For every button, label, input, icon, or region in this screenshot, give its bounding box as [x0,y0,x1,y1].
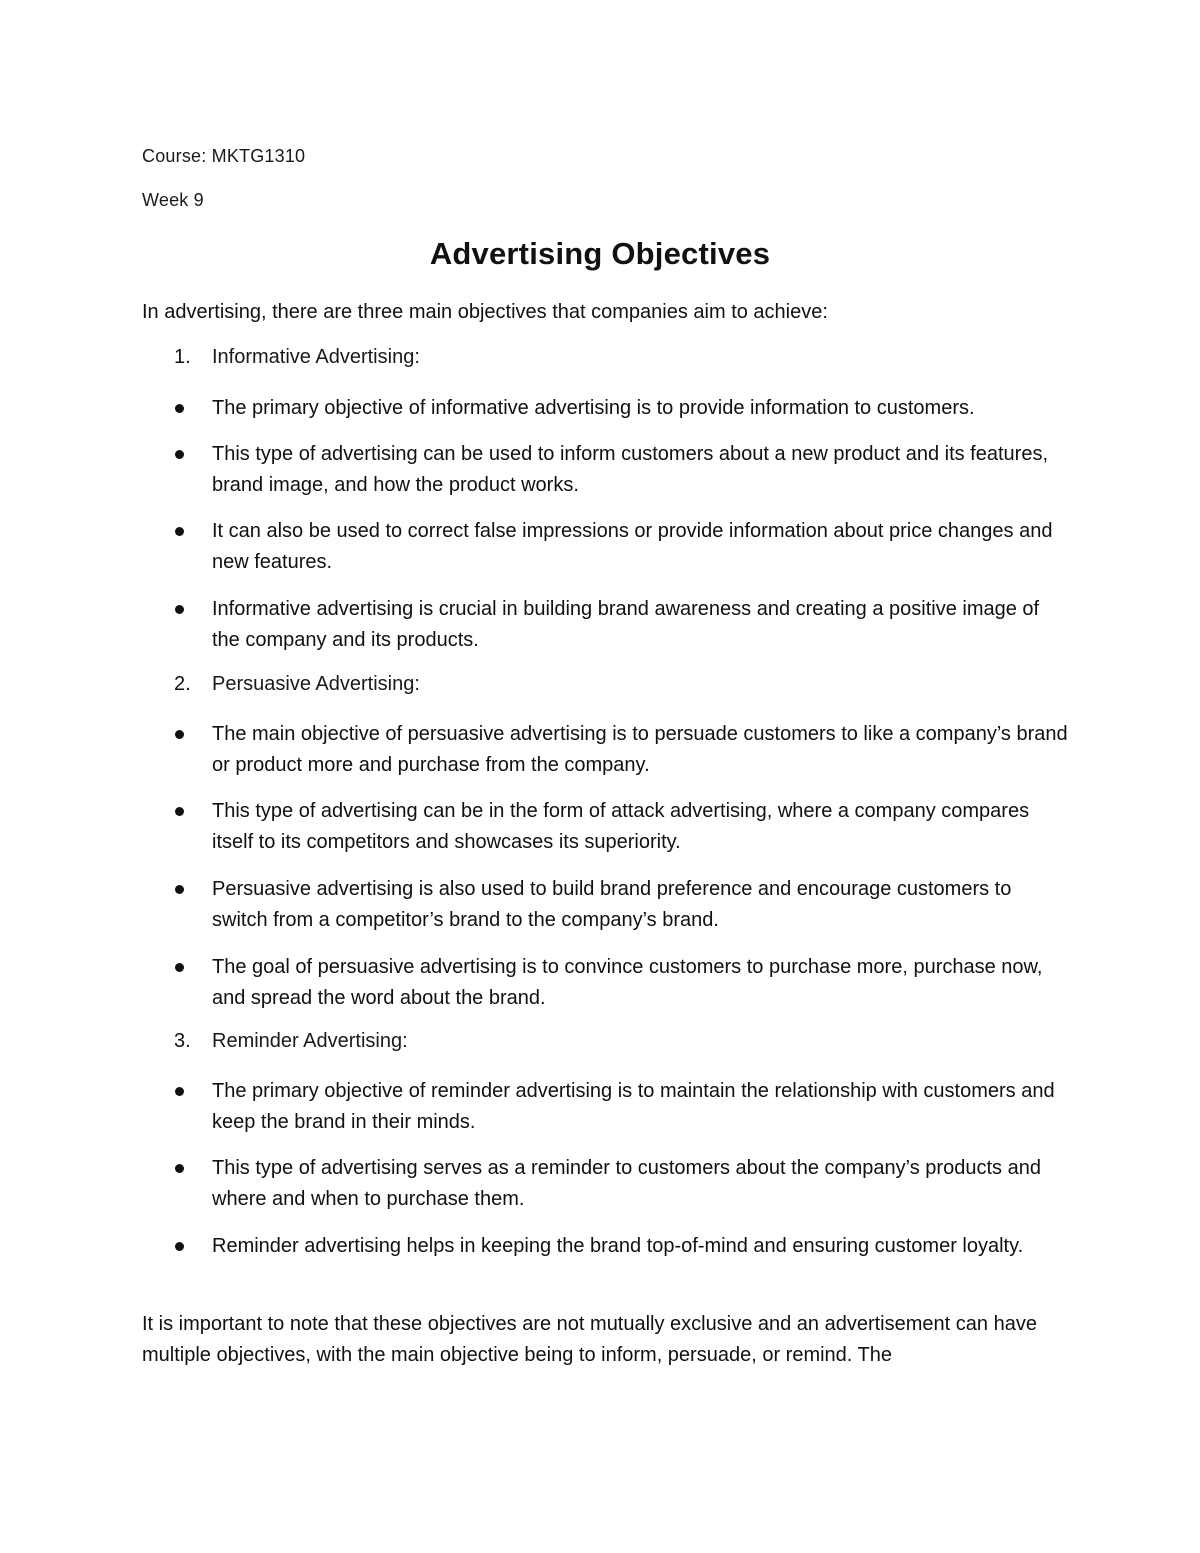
bullet-text: It can also be used to correct false impressions or provide information about price changes and new features. [212,520,1053,573]
course-line: Course: MKTG1310 [142,146,306,166]
section-number: 3. [174,1030,191,1052]
bullet-text: This type of advertising can be used to inform customers about a new product and its features, brand image, and how the product works. [212,443,1049,496]
section-number: 2. [174,673,191,695]
bullet-text: The main objective of persuasive advertising is to persuade customers to like a company’s brand or product more and purchase from the company. [212,723,1068,776]
bullet-text: Persuasive advertising is also used to build brand preference and encourage customers to switch from a competitor’s brand to the company’s brand. [212,878,1012,931]
bullet-icon [175,807,184,816]
bullet-icon [175,605,184,614]
bullet-icon [175,1242,184,1251]
section-heading: Persuasive Advertising: [212,673,420,695]
bullet-text: The primary objective of informative advertising is to provide information to customers. [212,397,975,419]
section-number: 1. [174,346,191,368]
bullet-icon [175,1164,184,1173]
week-line: Week 9 [142,190,204,210]
bullet-icon [175,1087,184,1096]
closing-paragraph: It is important to note that these objectives are not mutually exclusive and an advertisement can have multiple objectives, with the main objective being to inform, persuade, or remind. The [142,1313,1037,1366]
bullet-icon [175,730,184,739]
bullet-icon [175,404,184,413]
document-title: Advertising Objectives [429,236,771,271]
bullet-text: The primary objective of reminder advertising is to maintain the relationship with customers and keep the brand in their minds. [212,1080,1055,1133]
bullet-icon [175,450,184,459]
bullet-text: This type of advertising serves as a reminder to customers about the company’s products and where and when to purchase them. [212,1157,1041,1210]
bullet-text: Reminder advertising helps in keeping the brand top-of-mind and ensuring customer loyalty. [212,1235,1024,1257]
bullet-text: Informative advertising is crucial in building brand awareness and creating a positive image of the company and its products. [212,598,1040,651]
bullet-icon [175,963,184,972]
section-heading: Reminder Advertising: [212,1030,408,1052]
section-heading: Informative Advertising: [212,346,420,368]
intro-paragraph: In advertising, there are three main objectives that companies aim to achieve: [142,301,828,323]
bullet-icon [175,885,184,894]
bullet-icon [175,527,184,536]
bullet-text: This type of advertising can be in the form of attack advertising, where a company compares itself to its competitors and showcases its superiority. [212,800,1030,853]
bullet-text: The goal of persuasive advertising is to convince customers to purchase more, purchase now, and spread the word about the brand. [212,956,1043,1009]
